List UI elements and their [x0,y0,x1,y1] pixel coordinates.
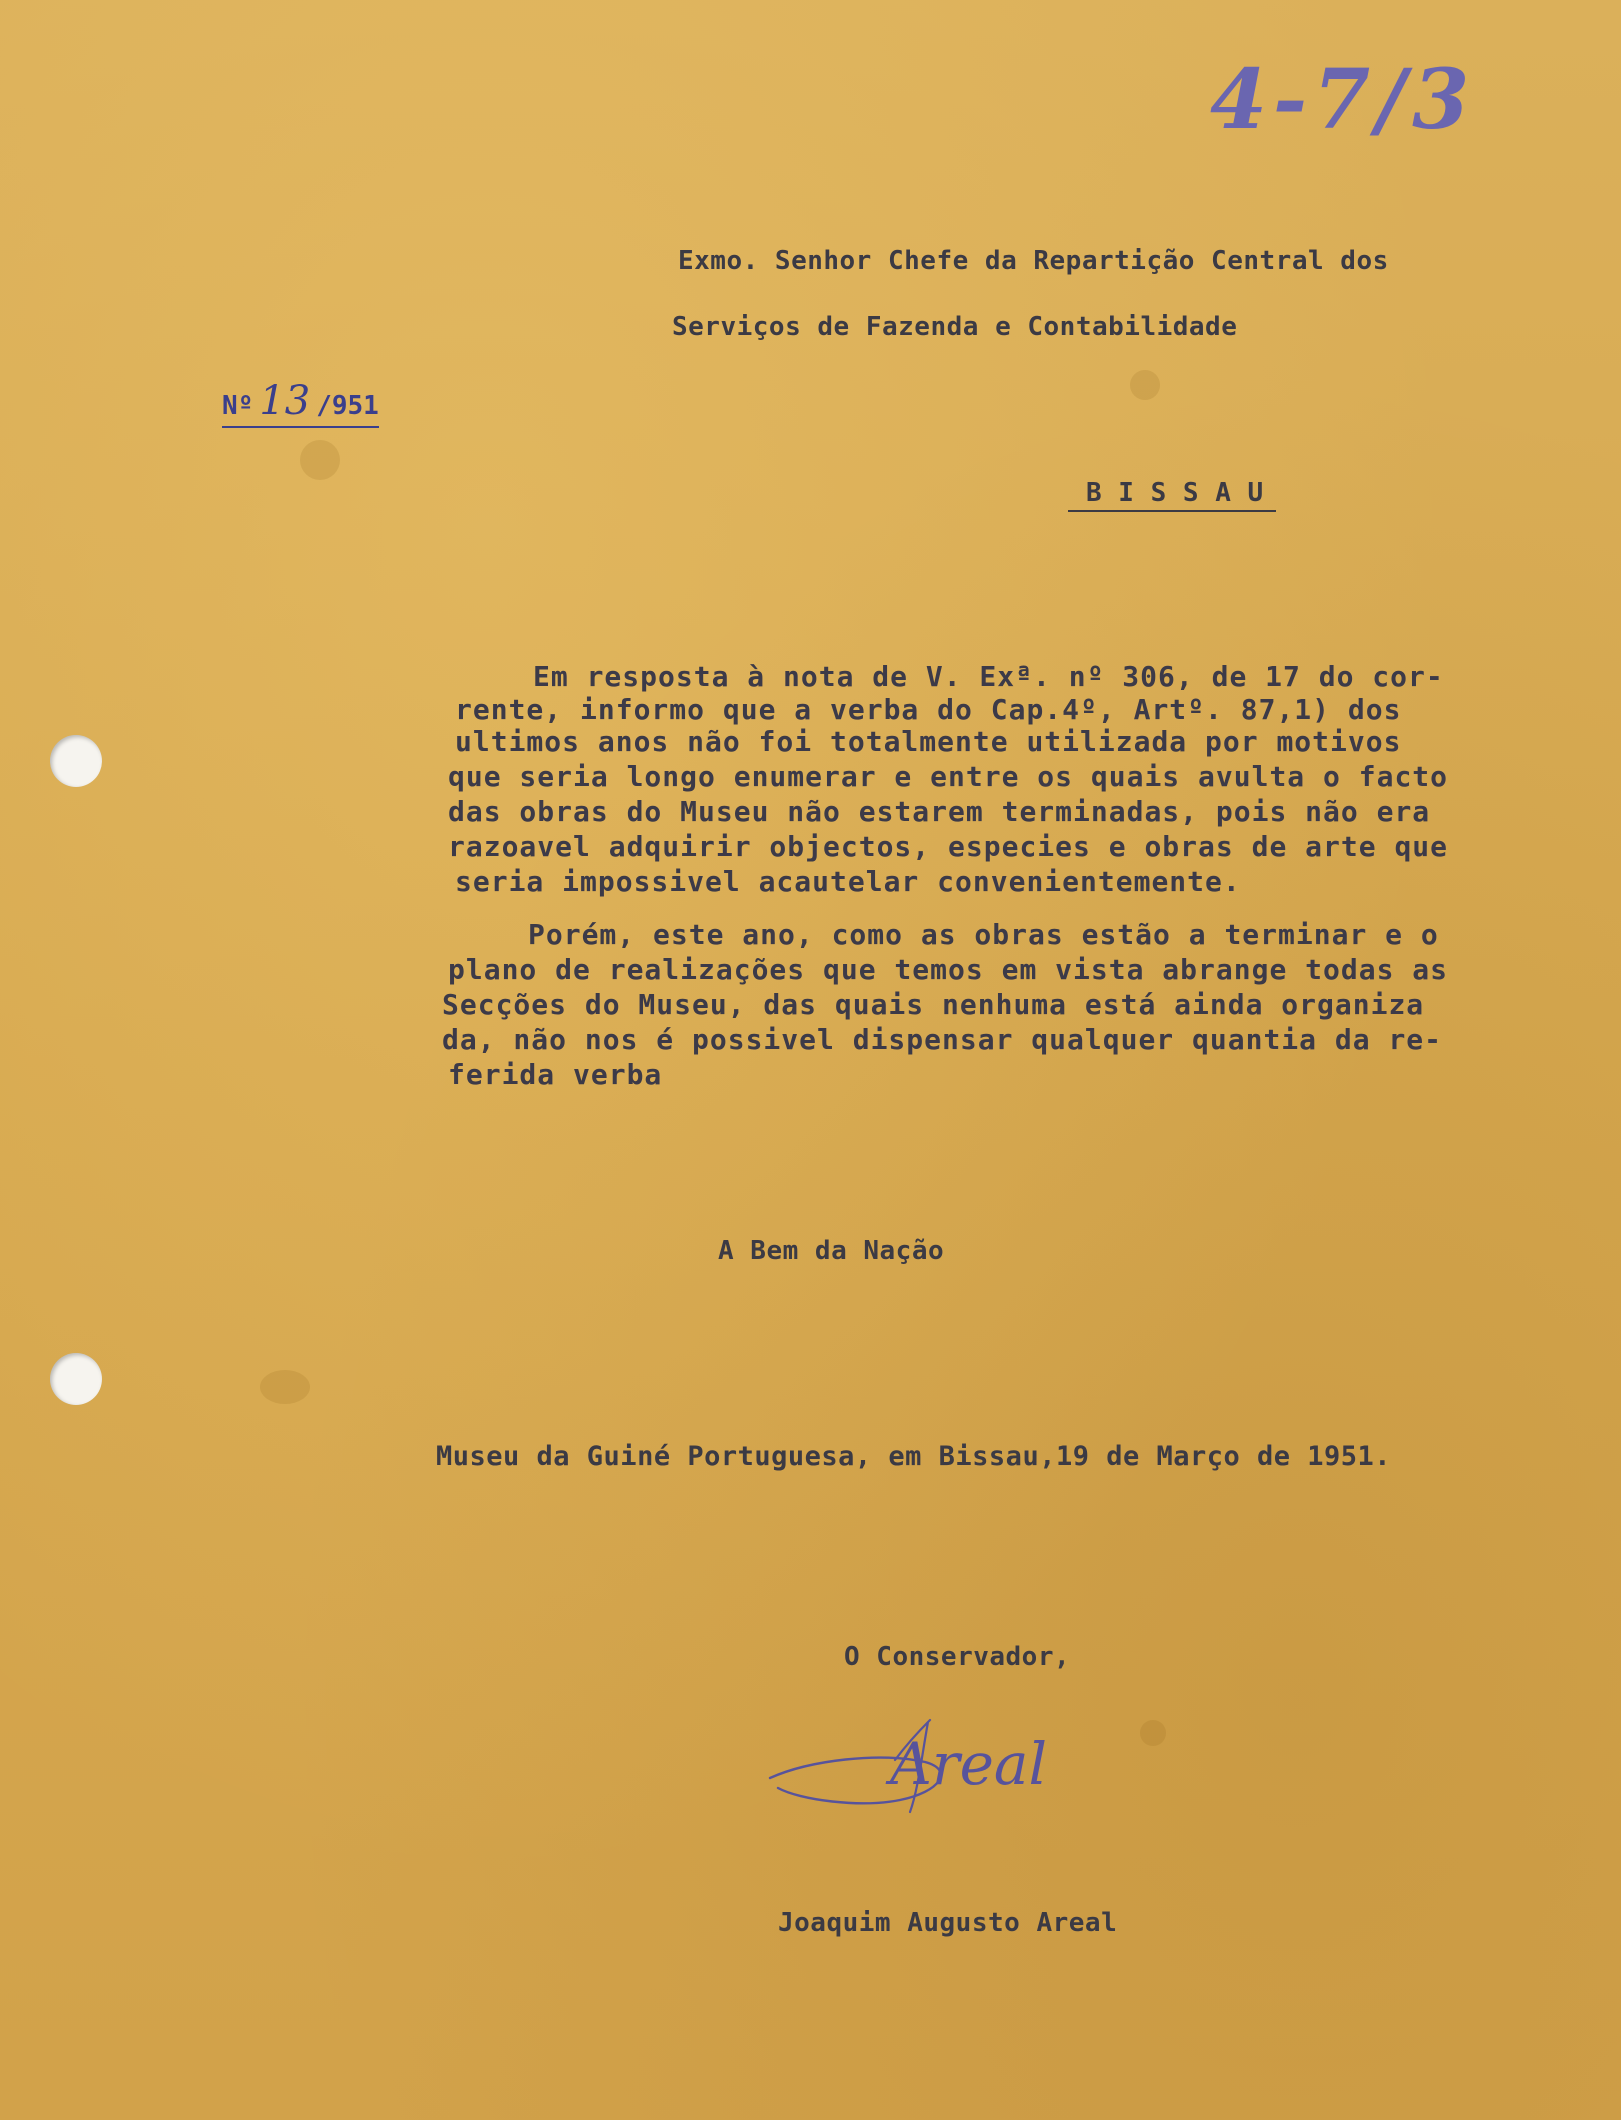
signature: Areal [890,1730,1048,1798]
body-line: rente, informo que a verba do Cap.4º, Artº. 87,1) dos [455,693,1402,726]
body-line: Secções do Museu, das quais nenhuma está ainda organiza [442,988,1425,1021]
paper-stain [260,1370,310,1404]
paper-stain [300,440,340,480]
document-number [222,378,379,428]
signatory-name: Joaquim Augusto Areal [778,1908,1118,1938]
body-line: razoavel adquirir objectos, especies e obras de arte que [448,830,1449,863]
paper-stain [1130,370,1160,400]
body-line: Porém, este ano, como as obras estão a terminar e o [528,918,1439,951]
signatory-title: O Conservador, [844,1642,1071,1672]
body-line: ultimos anos não foi totalmente utilizada por motivos [455,725,1402,758]
document-number-year: /951 [316,391,379,421]
body-line: que seria longo enumerar e entre os quais avulta o facto [448,760,1449,793]
file-code-handwritten: 4-7/3 [1210,52,1476,148]
body-line: Em resposta à nota de V. Exª. nº 306, de 17 do cor- [533,660,1444,693]
body-line: ferida verba [448,1058,663,1091]
body-line: da, não nos é possivel dispensar qualquer quantia da re- [442,1023,1443,1056]
addressee-line-2: Serviços de Fazenda e Contabilidade [672,312,1238,342]
document-number-handwritten: 13 [259,378,311,424]
paper-stain [1140,1720,1166,1746]
document-number-label: Nº [222,391,254,421]
signature-area [750,1700,1110,1830]
place-and-date: Museu da Guiné Portuguesa, em Bissau,19 de Março de 1951. [436,1441,1392,1472]
body-line: das obras do Museu não estarem terminadas, pois não era [448,795,1431,828]
addressee-city: B I S S A U [1068,478,1276,512]
body-line: plano de realizações que temos em vista abrange todas as [448,953,1449,986]
body-line: seria impossivel acautelar convenientemente. [455,865,1241,898]
punch-hole-top [50,735,102,787]
addressee-line-1: Exmo. Senhor Chefe da Repartição Central dos [678,246,1389,276]
closing-salutation: A Bem da Nação [718,1236,945,1266]
punch-hole-bottom [50,1353,102,1405]
